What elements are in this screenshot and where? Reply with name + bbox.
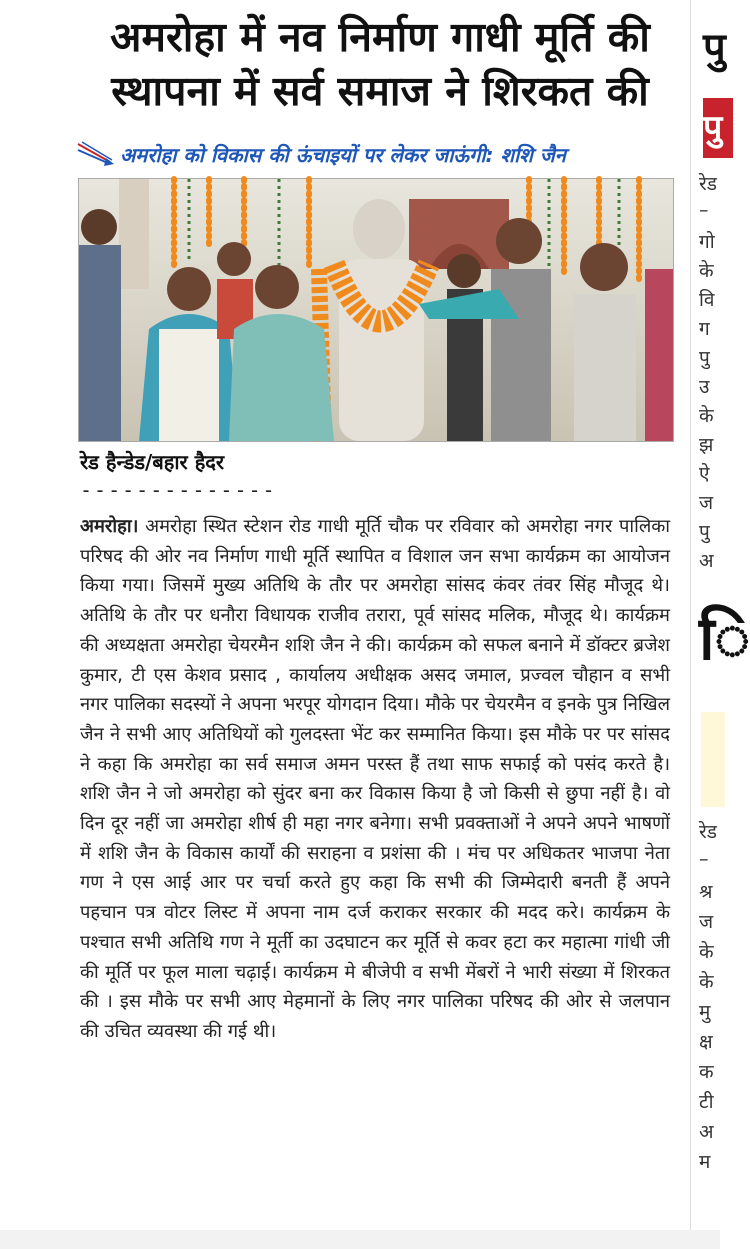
adjacent-text-fragment: –	[699, 848, 709, 870]
adjacent-text-fragment: ऐ	[699, 463, 710, 485]
news-photo	[78, 178, 674, 442]
adjacent-text-fragment: ज	[699, 911, 714, 933]
byline: रेड हैन्डेड/बहार हैदर	[80, 450, 225, 474]
article-body-text: अमरोहा स्थित स्टेशन रोड गाधी मूर्ति चौक पर रविवार को अमरोहा नगर पालिका परिषद की ओर नव निर्माण गाधी मूर्ति स्थापित व विशाल जन सभा कार्यक्रम का आयोजन किया गया। जिसमें मुख्य अतिथि के तौर पर अमरोहा सांसद कंवर तंवर सिंह मौजूद थे। अतिथि के तौर पर धनौरा विधायक राजीव तरारा, पूर्व सांसद मलिक, मौजूद थे। कार्यक्रम की अध्यक्षता अमरोहा चेयरमैन शशि जैन ने की। कार्यक्रम को सफल बनाने में डॉक्टर ब्रजेश कुमार, टी एस केशव प्रसाद , कार्यालय अधीक्षक असद जमाल, प्रज्वल चौहान व सभी नगर पालिका सदस्यों ने अपना भरपूर योगदान दिया। मौके पर चेयरमैन व इनके पुत्र निखिल जैन ने सभी आए अतिथियों को गुलदस्ता भेंट कर सम्मानित किया। इस मौके पर पर सांसद ने कहा कि अमरोहा का सर्व समाज अमन परस्त हैं तथा साफ सफाई को पसंद करते है। शशि जैन ने जो अमरोहा को सुंदर बना कर विकास किया है जो किसी से छुपा नहीं है। वो दिन दूर नहीं जा अमरोहा शीर्ष ही महा नगर बनेगा। सभी प्रवक्ताओं ने अपने अपने भाषणों में शशि जैन के विकास कार्यों की सराहना व प्रशंसा की । मंच पर अधिकतर भाजपा नेता गण ने एस आई आर पर चर्चा करते हुए कहा कि सभी की जिम्मेदारी बनती हैं अपने पहचान पत्र वोटर लिस्ट में अपना नाम दर्ज कराकर सरकार की मदद करे। कार्यक्रम के पश्चात सभी अतिथि गण ने मूर्ती का उदघाटन कर मूर्ति से कवर हटा कर महात्मा गांधी जी की मूर्ति पर फूल माला चढ़ाई। कार्यक्रम मे बीजेपी व सभी मेंबरों ने भारी संख्या में शिरकत की । इस मौके पर सभी आए मेहमानों के लिए नगर पालिका परिषद की ओर से जलपान की उचित व्यवस्था की गई थी।	[80, 516, 670, 1042]
adjacent-big-fragment: ि	[699, 604, 750, 674]
adjacent-headline-fragment: पु	[703, 25, 726, 71]
adjacent-text-fragment: अ	[699, 550, 714, 572]
adjacent-text-fragment: ज	[699, 492, 714, 514]
adjacent-text-fragment: के	[699, 405, 714, 427]
adjacent-text-fragment: –	[699, 199, 709, 221]
adjacent-text-fragment: क	[699, 1061, 714, 1083]
adjacent-text-fragment: पु	[699, 521, 710, 543]
adjacent-text-fragment: पु	[699, 347, 710, 369]
article-body	[80, 512, 670, 1047]
adjacent-text-fragment: रेड	[699, 821, 717, 843]
adjacent-text-fragment: वि	[699, 289, 715, 311]
adjacent-text-fragment: के	[699, 941, 714, 963]
adjacent-text-fragment: उ	[699, 376, 710, 398]
headline-line-2: स्थापना में सर्व समाज ने शिरकत की	[111, 67, 649, 115]
adjacent-highlight-box	[701, 712, 725, 807]
separator-dashes: --------------	[80, 478, 277, 502]
adjacent-text-fragment: गो	[699, 231, 715, 253]
adjacent-text-fragment: रेड	[699, 173, 717, 195]
headline	[70, 10, 690, 118]
arrows-icon	[76, 140, 116, 168]
subheadline	[76, 138, 680, 170]
bottom-bar	[0, 1230, 720, 1249]
adjacent-text-fragment: क्ष	[699, 1031, 713, 1053]
adjacent-text-fragment: टी	[699, 1091, 714, 1113]
adjacent-text-fragment: श्र	[699, 881, 713, 903]
adjacent-text-fragment: के	[699, 971, 714, 993]
headline-line-1: अमरोहा में नव निर्माण गाधी मूर्ति की	[110, 13, 650, 61]
adjacent-text-fragment: झ	[699, 434, 714, 456]
adjacent-text-fragment: अ	[699, 1121, 714, 1143]
adjacent-text-fragment: मु	[699, 1001, 711, 1023]
ceremony-photo-illustration	[79, 179, 673, 441]
adjacent-text-fragment: ग	[699, 318, 710, 340]
adjacent-text-fragment: के	[699, 260, 714, 282]
subheadline-text: अमरोहा को विकास की ऊंचाइयों पर लेकर जाऊंगी: शशि जैन	[120, 142, 566, 167]
adjacent-tag-fragment: पु	[703, 98, 733, 158]
adjacent-text-fragment: म	[699, 1151, 711, 1173]
dateline: अमरोहा।	[80, 516, 139, 537]
adjacent-column-fragment	[690, 0, 750, 1230]
